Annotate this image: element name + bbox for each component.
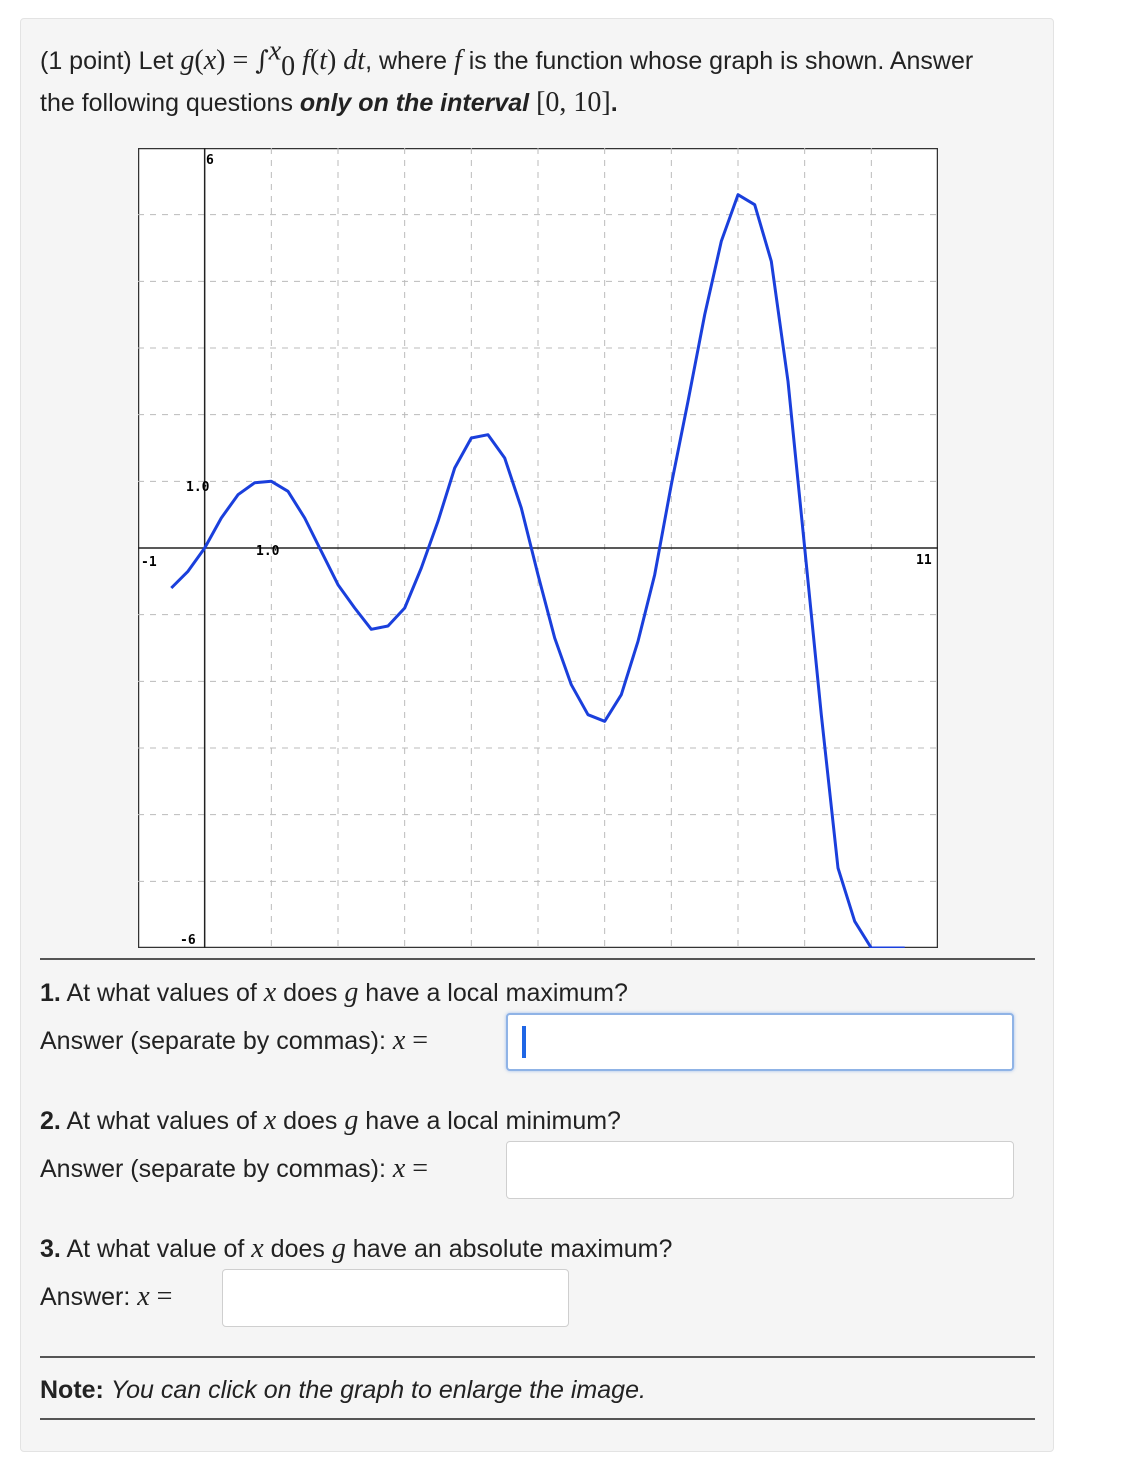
math-d: d <box>343 45 358 76</box>
answer-label-2 <box>40 1153 428 1185</box>
answer-input-1[interactable] <box>506 1013 1014 1071</box>
question-text-pre: At what value of <box>66 1235 245 1263</box>
math-dt-t: t <box>357 45 366 76</box>
question-text-pre: At what values of <box>66 1107 257 1135</box>
question-1 <box>40 977 628 1009</box>
question-number: 3. <box>40 1235 61 1263</box>
points-label: (1 point) <box>40 47 132 75</box>
intro-let: Let <box>138 47 174 75</box>
tick-label-y-min: -6 <box>180 933 196 948</box>
answer-label-text: Answer (separate by commas): <box>40 1155 386 1183</box>
math-x: x <box>392 1025 406 1056</box>
tick-label-x-min: -1 <box>141 555 157 570</box>
tick-label-y-max: 6 <box>206 153 214 168</box>
integral-lower-limit: 0 <box>281 51 296 82</box>
intro-emphasis: only on the interval <box>299 89 530 117</box>
integral-sign: ∫ <box>255 46 269 76</box>
question-text-post: have a local maximum? <box>365 979 628 1007</box>
answer-input-2[interactable] <box>506 1141 1014 1199</box>
math-x: x <box>263 1105 277 1136</box>
math-t: t <box>319 45 328 76</box>
note-text: You can click on the graph to enlarge the image. <box>110 1376 646 1404</box>
math-g: g <box>331 1233 346 1264</box>
divider-bottom <box>40 1418 1035 1420</box>
math-f-2: f <box>454 45 462 76</box>
divider-top <box>40 958 1035 960</box>
math-x: x <box>203 45 217 76</box>
math-g: g <box>180 45 195 76</box>
graph-canvas[interactable] <box>138 148 938 948</box>
question-number: 2. <box>40 1107 61 1135</box>
tick-label-x-one: 1.0 <box>256 544 280 559</box>
math-x: x <box>251 1233 264 1264</box>
note <box>40 1374 646 1406</box>
intro-period: . <box>610 89 618 117</box>
function-graph[interactable] <box>138 148 938 948</box>
answer-label-3 <box>40 1281 172 1313</box>
question-text-post: have a local minimum? <box>365 1107 621 1135</box>
tick-label-y-one: 1.0 <box>186 480 210 495</box>
intro-rest: is the function whose graph is shown. Answer the following questions <box>40 47 974 117</box>
question-3 <box>40 1233 672 1265</box>
problem-statement: (1 point) Let g(x) = ∫$^x_0$ f(t) dt, where f is the function whose graph is shown. Answer the following questions only on the interval [0, 10]. <box>40 35 974 118</box>
answer-label-text: Answer (separate by commas): <box>40 1027 386 1055</box>
question-text-pre: At what values of <box>66 979 257 1007</box>
answer-label-text: Answer: <box>40 1283 131 1311</box>
math-x: x <box>263 977 277 1008</box>
equals-sign: = <box>412 1025 429 1056</box>
divider-middle <box>40 1356 1035 1358</box>
note-label: Note: <box>40 1376 104 1404</box>
tick-label-x-max: 11 <box>916 553 932 568</box>
question-text-mid: does <box>283 1107 338 1135</box>
answer-input-3[interactable] <box>222 1269 569 1327</box>
question-text-post: have an absolute maximum? <box>352 1235 673 1263</box>
equals-sign: = <box>156 1281 173 1312</box>
question-number: 1. <box>40 979 61 1007</box>
math-x: x <box>392 1153 406 1184</box>
equals-sign: = <box>412 1153 429 1184</box>
question-text-mid: does <box>283 979 338 1007</box>
intro-where: , where <box>365 47 448 75</box>
math-g: g <box>344 1105 359 1136</box>
math-g: g <box>344 977 359 1008</box>
text-caret <box>522 1026 526 1058</box>
math-f: f <box>302 45 310 76</box>
question-text-mid: does <box>270 1235 325 1263</box>
answer-label-1 <box>40 1025 428 1057</box>
interval-value: [0, 10] <box>536 87 611 118</box>
integral-upper-limit: x <box>268 35 282 67</box>
math-x: x <box>137 1281 150 1312</box>
question-2 <box>40 1105 621 1137</box>
